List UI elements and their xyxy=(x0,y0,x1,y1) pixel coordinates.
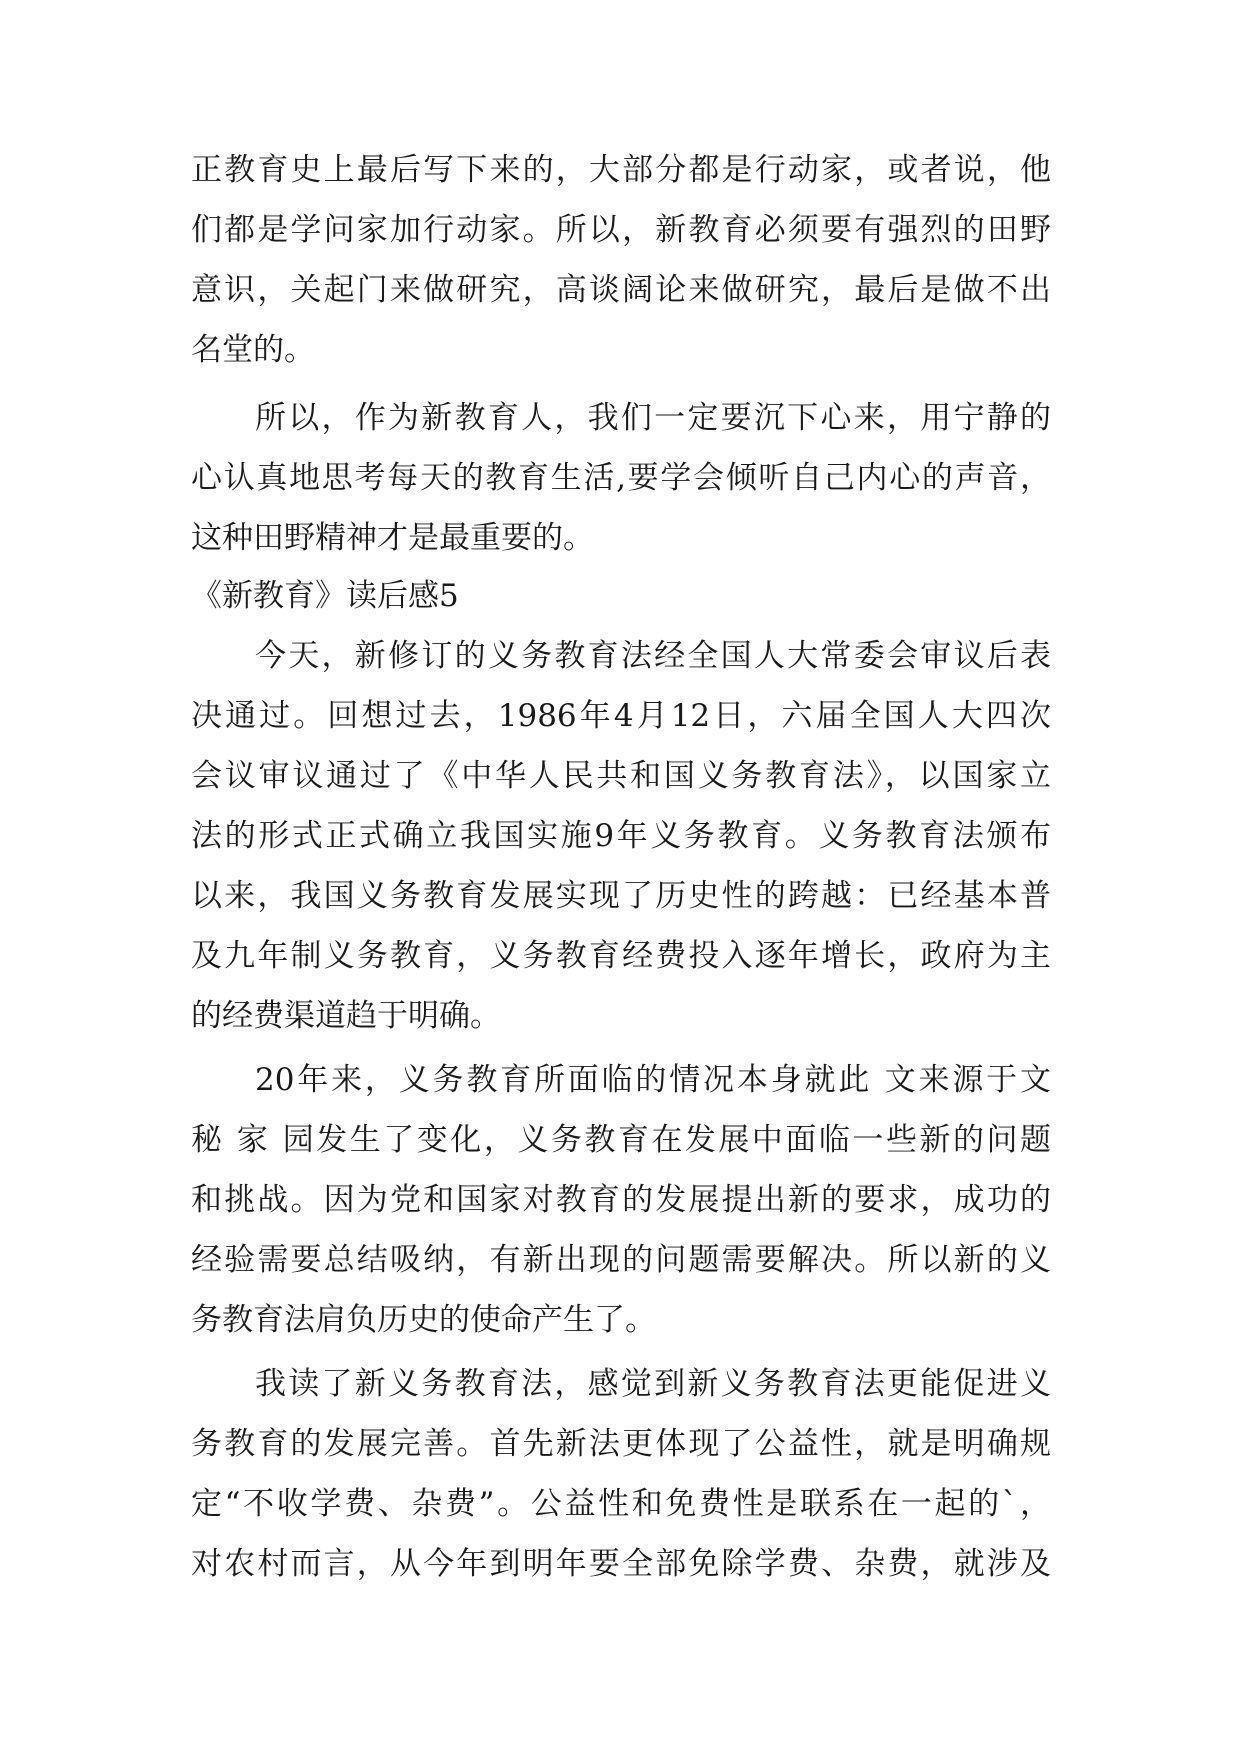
paragraph-line: 定“不收学费、杂费”。公益性和免费性是联系在一起的`， xyxy=(191,1486,1051,1522)
paragraph-line: 经验需要总结吸纳，有新出现的问题需要解决。所以新的义 xyxy=(191,1242,1051,1278)
paragraph-line: 务教育法肩负历史的使命产生了。 xyxy=(191,1302,656,1338)
paragraph-line: 我读了新义务教育法，感觉到新义务教育法更能促进义 xyxy=(255,1366,1051,1402)
paragraph-line: 名堂的。 xyxy=(191,332,315,368)
paragraph-line: 这种田野精神才是最重要的。 xyxy=(191,520,594,556)
paragraph-line: 意识，关起门来做研究，高谈阔论来做研究，最后是做不出 xyxy=(191,272,1051,308)
paragraph-line: 法的形式正式确立我国实施9年义务教育。义务教育法颁布 xyxy=(191,818,1051,854)
paragraph-line: 以来，我国义务教育发展实现了历史性的跨越：已经基本普 xyxy=(191,878,1051,914)
paragraph-line: 20年来，义务教育所面临的情况本身就此 文来源于文 xyxy=(255,1062,1051,1098)
paragraph-line: 对农村而言，从今年到明年要全部免除学费、杂费，就涉及 xyxy=(191,1546,1051,1582)
section-heading: 《新教育》读后感5 xyxy=(191,578,459,614)
paragraph-line: 务教育的发展完善。首先新法更体现了公益性，就是明确规 xyxy=(191,1426,1051,1462)
paragraph-line: 及九年制义务教育，义务教育经费投入逐年增长，政府为主 xyxy=(191,938,1051,974)
paragraph-line: 的经费渠道趋于明确。 xyxy=(191,998,501,1034)
paragraph-line: 决通过。回想过去，1986年4月12日，六届全国人大四次 xyxy=(191,698,1051,734)
paragraph-line: 今天，新修订的义务教育法经全国人大常委会审议后表 xyxy=(255,638,1051,674)
paragraph-line: 会议审议通过了《中华人民共和国义务教育法》，以国家立 xyxy=(191,758,1051,794)
paragraph-line: 们都是学问家加行动家。所以，新教育必须要有强烈的田野 xyxy=(191,212,1051,248)
paragraph-line: 所以，作为新教育人，我们一定要沉下心来，用宁静的 xyxy=(255,400,1051,436)
paragraph-line: 秘 家 园发生了变化，义务教育在发展中面临一些新的问题 xyxy=(191,1122,1051,1158)
paragraph-line: 心认真地思考每天的教育生活,要学会倾听自己内心的声音， xyxy=(191,460,1051,496)
paragraph-line: 正教育史上最后写下来的，大部分都是行动家，或者说，他 xyxy=(191,152,1051,188)
paragraph-line: 和挑战。因为党和国家对教育的发展提出新的要求，成功的 xyxy=(191,1182,1051,1218)
